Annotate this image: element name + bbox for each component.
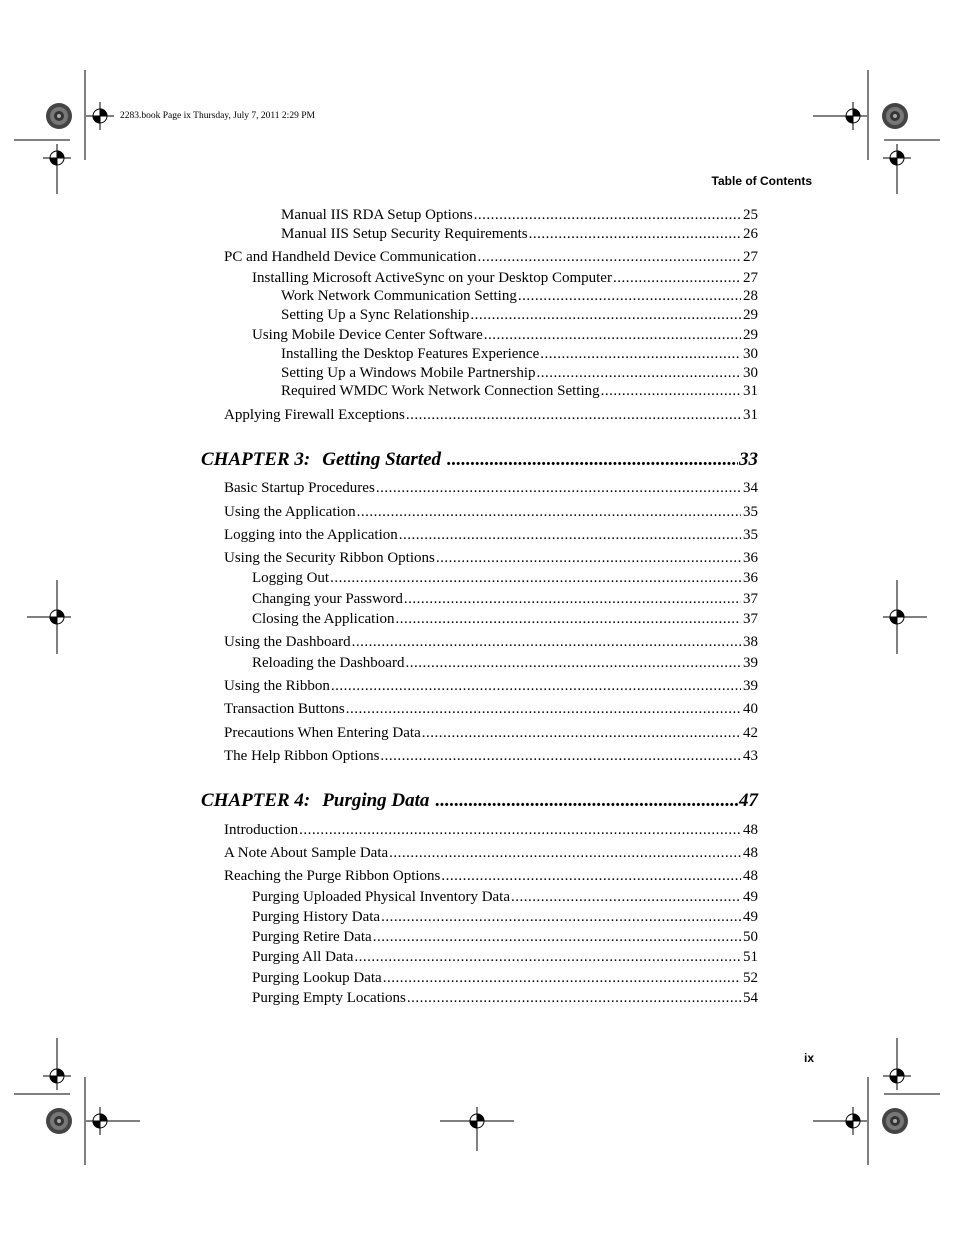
toc-entry-title: Purging Lookup Data [252, 970, 382, 986]
page-slug: 2283.book Page ix Thursday, July 7, 2011 2:29 PM [120, 111, 315, 121]
toc-entry [224, 821, 758, 839]
toc-entry [224, 747, 758, 765]
toc-entry-page: 31 [743, 383, 758, 399]
dot-leader [352, 633, 741, 651]
chapter-page: 47 [739, 790, 758, 811]
toc-entry-page: 51 [743, 949, 758, 965]
toc-entry-page: 39 [743, 678, 758, 694]
toc-entry [281, 206, 758, 224]
dot-leader [518, 287, 741, 305]
chapter-number: CHAPTER 3: [201, 449, 311, 470]
dot-leader [404, 590, 741, 608]
dot-leader [537, 364, 741, 382]
toc-entry-title: PC and Handheld Device Communication [224, 249, 477, 265]
toc-entry [252, 610, 758, 628]
toc-entry-page: 40 [743, 701, 758, 717]
toc-entry [224, 724, 758, 742]
toc-entry [224, 479, 758, 497]
dot-leader [529, 225, 741, 243]
toc-entry [281, 287, 758, 305]
toc-entry-title: Setting Up a Windows Mobile Partnership [281, 365, 536, 381]
toc-entry-page: 35 [743, 504, 758, 520]
toc-entry [252, 654, 758, 672]
dot-leader [331, 677, 741, 695]
toc-entry-page: 25 [743, 207, 758, 223]
toc-entry-title: A Note About Sample Data [224, 845, 389, 861]
toc-entry-page: 38 [743, 634, 758, 650]
toc-entry [224, 677, 758, 695]
toc-entry [224, 406, 758, 424]
dot-leader [330, 569, 741, 587]
toc-entry-title: Logging Out [252, 570, 330, 586]
toc-entry-title: Applying Firewall Exceptions [224, 407, 405, 423]
toc-entry-title: Installing the Desktop Features Experience [281, 346, 540, 362]
toc-entry [252, 989, 758, 1007]
toc-entry-title: Precautions When Entering Data [224, 725, 421, 741]
toc-entry-page: 27 [743, 249, 758, 265]
toc-entry-title: Purging Retire Data [252, 929, 372, 945]
dot-leader [346, 700, 741, 718]
toc-entry-page: 48 [743, 845, 758, 861]
dot-leader [511, 888, 741, 906]
dot-leader [389, 844, 741, 862]
chapter-heading [201, 790, 758, 812]
toc-entry [252, 888, 758, 906]
toc-entry-title: Reloading the Dashboard [252, 655, 405, 671]
toc-entry-title: Manual IIS Setup Security Requirements [281, 226, 528, 242]
dot-leader [477, 248, 741, 266]
toc-entry-page: 54 [743, 990, 758, 1006]
toc-entry-page: 26 [743, 226, 758, 242]
dot-leader [422, 724, 741, 742]
toc-entry-title: Manual IIS RDA Setup Options [281, 207, 473, 223]
toc-entry [224, 633, 758, 651]
dot-leader [405, 654, 741, 672]
toc-entry-page: 39 [743, 655, 758, 671]
dot-leader [357, 503, 741, 521]
toc-entry-title: Using the Ribbon [224, 678, 330, 694]
page-number: ix [803, 1051, 814, 1065]
toc-entry-page: 50 [743, 929, 758, 945]
toc-entry-page: 29 [743, 327, 758, 343]
dot-leader [373, 928, 741, 946]
toc-entry-page: 49 [743, 889, 758, 905]
toc-entry-title: Introduction [224, 822, 299, 838]
toc-entry-title: Using the Application [224, 504, 356, 520]
toc-entry [224, 549, 758, 567]
toc-entry-title: Basic Startup Procedures [224, 480, 375, 496]
dot-leader [470, 306, 741, 324]
toc-entry [252, 928, 758, 946]
toc-entry-title: Transaction Buttons [224, 701, 345, 717]
toc-entry-page: 36 [743, 550, 758, 566]
dot-leader [474, 206, 741, 224]
toc-entry [252, 908, 758, 926]
dot-leader [441, 867, 741, 885]
toc-entry-title: Setting Up a Sync Relationship [281, 307, 470, 323]
toc-entry-page: 28 [743, 288, 758, 304]
toc-entry-title: The Help Ribbon Options [224, 748, 380, 764]
dot-leader [354, 948, 741, 966]
toc-entry [224, 867, 758, 885]
dot-leader [381, 908, 741, 926]
toc-entry [224, 248, 758, 266]
toc-entry [281, 306, 758, 324]
chapter-page: 33 [739, 449, 758, 470]
toc-entry-page: 48 [743, 868, 758, 884]
dot-leader [399, 526, 741, 544]
toc-entry-page: 36 [743, 570, 758, 586]
toc-entry-title: Installing Microsoft ActiveSync on your Desktop Computer [252, 270, 612, 286]
dot-leader [484, 326, 741, 344]
dot-leader [299, 821, 741, 839]
toc-entry [252, 326, 758, 344]
dot-leader [396, 610, 742, 628]
dot-leader [435, 790, 738, 812]
dot-leader [407, 989, 741, 1007]
chapter-title: Getting Started [322, 449, 442, 470]
toc-entry-page: 48 [743, 822, 758, 838]
toc-entry-page: 37 [743, 591, 758, 607]
toc-entry-page: 30 [743, 346, 758, 362]
toc-entry-page: 42 [743, 725, 758, 741]
dot-leader [447, 449, 738, 471]
toc-entry-title: Purging Uploaded Physical Inventory Data [252, 889, 511, 905]
toc-entry-title: Changing your Password [252, 591, 403, 607]
toc-entry-title: Purging Empty Locations [252, 990, 406, 1006]
toc-entry-title: Reaching the Purge Ribbon Options [224, 868, 441, 884]
dot-leader [540, 345, 741, 363]
toc-entry [252, 569, 758, 587]
toc-entry-page: 35 [743, 527, 758, 543]
toc-entry-title: Purging All Data [252, 949, 354, 965]
toc-entry-title: Purging History Data [252, 909, 381, 925]
toc-entry [281, 345, 758, 363]
toc-entry-page: 49 [743, 909, 758, 925]
dot-leader [376, 479, 741, 497]
dot-leader [380, 747, 741, 765]
toc-entry-page: 34 [743, 480, 758, 496]
toc-entry [224, 700, 758, 718]
toc-entry-title: Closing the Application [252, 611, 395, 627]
toc-entry [252, 969, 758, 987]
toc-entry-title: Logging into the Application [224, 527, 398, 543]
toc-entry [252, 269, 758, 287]
running-head: Table of Contents [711, 174, 812, 188]
toc-entry [281, 364, 758, 382]
toc-entry-page: 31 [743, 407, 758, 423]
chapter-number: CHAPTER 4: [201, 790, 311, 811]
toc-entry [252, 590, 758, 608]
toc-entry-title: Work Network Communication Setting [281, 288, 517, 304]
toc-entry-title: Using the Security Ribbon Options [224, 550, 435, 566]
dot-leader [436, 549, 741, 567]
chapter-heading [201, 449, 758, 471]
toc-entry-page: 30 [743, 365, 758, 381]
toc-entry [224, 844, 758, 862]
toc-entry-page: 27 [743, 270, 758, 286]
dot-leader [601, 382, 741, 400]
chapter-title: Purging Data [322, 790, 430, 811]
toc-entry [224, 503, 758, 521]
toc-entry-page: 29 [743, 307, 758, 323]
dot-leader [613, 269, 741, 287]
toc-entry [252, 948, 758, 966]
toc-entry-page: 52 [743, 970, 758, 986]
toc-entry [224, 526, 758, 544]
dot-leader [383, 969, 741, 987]
toc-entry-title: Using Mobile Device Center Software [252, 327, 483, 343]
toc-entry-page: 37 [743, 611, 758, 627]
dot-leader [406, 406, 741, 424]
toc-entry-page: 43 [743, 748, 758, 764]
toc-entry-title: Using the Dashboard [224, 634, 351, 650]
toc-entry [281, 225, 758, 243]
toc-entry-title: Required WMDC Work Network Connection Setting [281, 383, 600, 399]
toc-entry [281, 382, 758, 400]
